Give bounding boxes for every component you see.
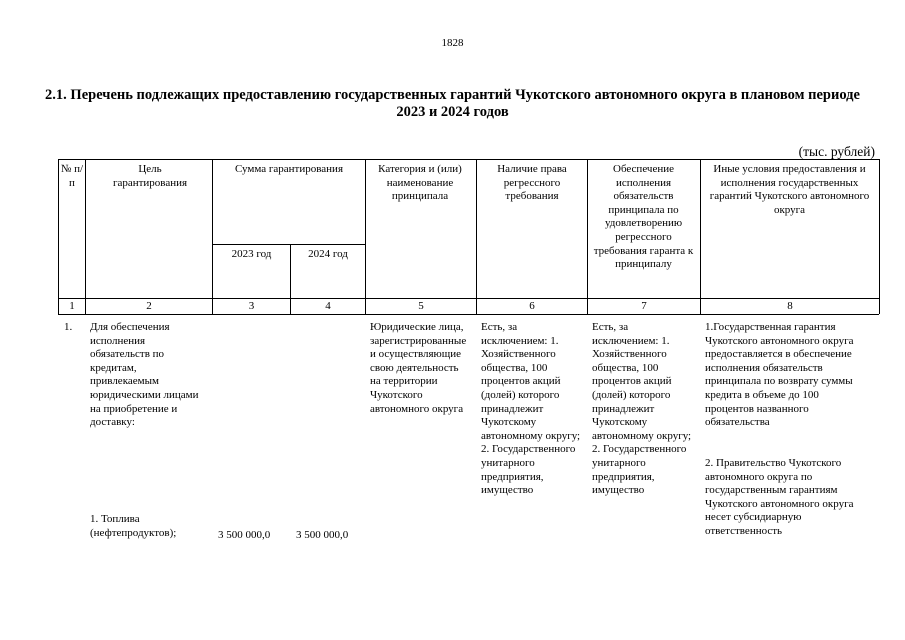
column-number: 4 bbox=[325, 300, 331, 312]
row-sum-2024: 3 500 000,0 bbox=[296, 529, 349, 541]
header-num: № п/п bbox=[60, 163, 84, 189]
row-condition-1: 1.Государственная гарантия Чукотского автономного округа предоставляется в обеспечение исполнения обязательств принципала по возврату суммы кредита в объеме до 100 процентов названного обязательства bbox=[705, 321, 854, 429]
header-category: Категория и (или) наименование принципала bbox=[378, 163, 462, 203]
header-security: Обеспечение исполнения обязательств принципала по удовлетворению регрессного требования гаранта к принципалу bbox=[593, 163, 694, 271]
page-title: 2.1. Перечень подлежащих предоставлению государственных гарантий Чукотского автономного округа в плановом периоде 2023 и 2024 годов bbox=[45, 87, 860, 120]
column-number: 7 bbox=[641, 300, 647, 312]
row-security: Есть, за исключением: 1. Хозяйственного общества, 100 процентов акций (долей) которого принадлежит Чукотскому автономному округу; 2. Государственного унитарного предприятия, имущество bbox=[592, 321, 692, 497]
column-number: 1 bbox=[69, 300, 75, 312]
row-purpose: Для обеспечения исполнения обязательств по кредитам, привлекаемым юридическими лицами на приобретение и доставку: bbox=[90, 321, 199, 429]
row-sum-2023: 3 500 000,0 bbox=[218, 529, 271, 541]
page-number: 1828 bbox=[441, 37, 464, 49]
header-conditions: Иные условия предоставления и исполнения государственных гарантий Чукотского автономного округа bbox=[709, 163, 870, 216]
column-number: 6 bbox=[529, 300, 535, 312]
row-regress: Есть, за исключением: 1. Хозяйственного общества, 100 процентов акций (долей) которого принадлежит Чукотскому автономному округу; 2. Государственного унитарного предприятия, имущество bbox=[481, 321, 581, 497]
header-year-2023: 2023 год bbox=[231, 248, 272, 260]
column-number: 8 bbox=[787, 300, 793, 312]
row-subitem: 1. Топлива (нефтепродуктов); bbox=[90, 513, 177, 539]
header-regress: Наличие права регрессного требования bbox=[497, 163, 567, 203]
units-label: (тыс. рублей) bbox=[798, 144, 875, 159]
column-number: 2 bbox=[146, 300, 152, 312]
header-purpose: Цель гарантирования bbox=[112, 163, 188, 189]
row-condition-2: 2. Правительство Чукотского автономного округа по государственным гарантиям Чукотского автономного округа несет субсидиарную ответственность bbox=[705, 457, 854, 537]
row-category: Юридические лица, зарегистрированные и осуществляющие свою деятельность на территории Чукотского автономного округа bbox=[370, 321, 467, 415]
header-year-2024: 2024 год bbox=[308, 248, 348, 260]
column-number: 3 bbox=[248, 300, 255, 312]
column-number: 5 bbox=[418, 300, 424, 312]
row-num: 1. bbox=[64, 321, 73, 333]
header-sum: Сумма гарантирования bbox=[234, 163, 344, 175]
